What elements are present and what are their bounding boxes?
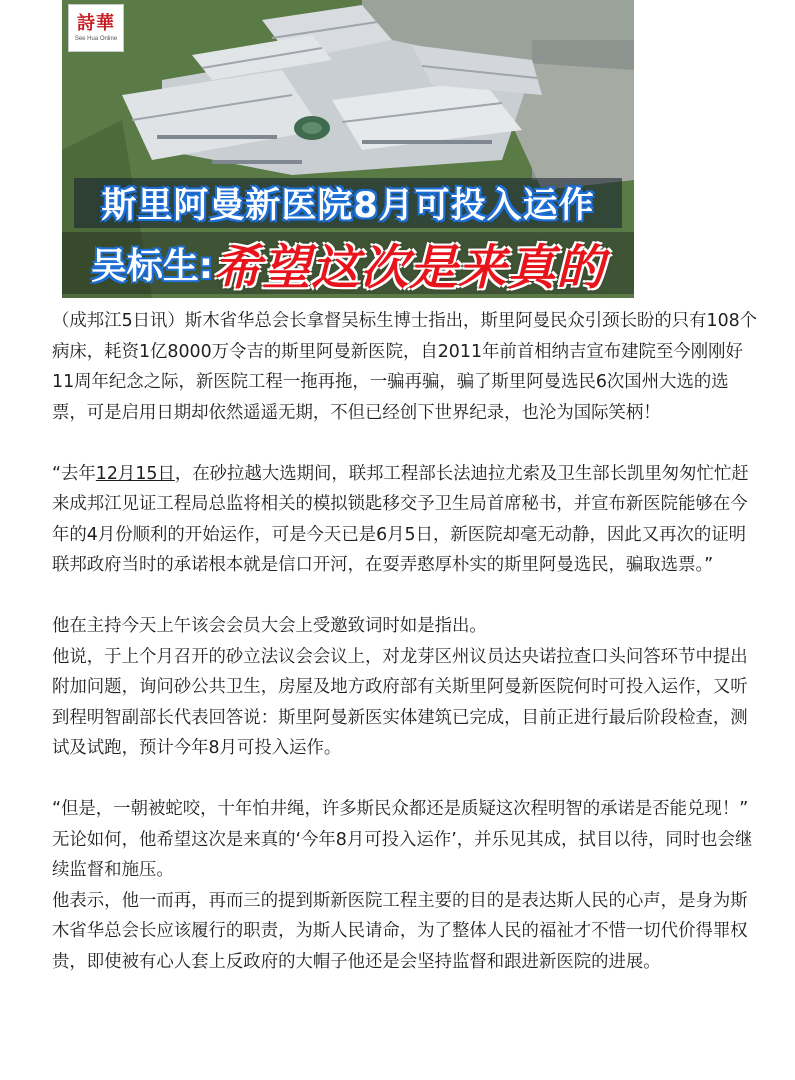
headline-banner — [74, 178, 622, 228]
paragraph-2-body: ，在砂拉越大选期间，联邦工程部长法迪拉尤索及卫生部长凯里匆匆忙忙赶来成邦江见证工程局总监将相关的模拟锁匙移交予卫生局首席秘书，并宣布新医院能够在今年的4月份顺利的开始运作，可是今天已是6月5日，新医院却毫无动静，因此又再次的证明联邦政府当时的承诺根本就是信口开河，在耍弄憨厚朴实的斯里阿曼选民，骗取选票。” — [52, 463, 749, 575]
logo-subtitle: See Hua Online — [74, 36, 118, 42]
headline-quote: 希望这次是来真的 — [213, 239, 606, 296]
paragraph-6: 无论如何，他希望这次是来真的‘今年8月可投入运作’，并乐见其成，拭目以待，同时也会继续监督和施压。 — [52, 829, 753, 880]
paragraph-4: 他说，于上个月召开的砂立法议会会议上，对龙芽区州议员达央诺拉查口头问答环节中提出附加问题，询问砂公共卫生，房屋及地方政府部有关斯里阿曼新医院何时可投入运作，又听到程明智副部长代表回答说：斯里阿曼新医实体建筑已完成，目前正进行最后阶段检查，测试及试跑，预计今年8月可投入运作。 — [52, 646, 748, 758]
article-body — [52, 306, 758, 977]
date-link[interactable]: 12月15日 — [95, 463, 175, 484]
paragraph-7: 他表示，他一而再，再而三的提到斯新医院工程主要的目的是表达斯人民的心声，是身为斯木省华总会长应该履行的职责，为斯人民请命，为了整体人民的福祉才不惜一切代价得罪权贵，即使被有心人套上反政府的大帽子他还是会坚持监督和跟进新医院的进展。 — [52, 890, 748, 972]
headline-quote-banner — [62, 232, 634, 294]
hero-image — [62, 0, 634, 298]
news-logo — [68, 4, 124, 52]
paragraph-5: “但是，一朝被蛇咬，十年怕井绳，许多斯民众都还是质疑这次程明智的承诺是否能兑现！” — [52, 799, 749, 819]
paragraph-2 — [52, 459, 758, 581]
paragraph-3: 他在主持今天上午该会会员大会上受邀致词时如是指出。 — [52, 616, 487, 636]
headline-speaker: 吴标生: — [90, 245, 214, 287]
paragraph-1: （成邦江5日讯）斯木省华总会长拿督吴标生博士指出，斯里阿曼民众引颈长盼的只有108个病床，耗资1亿8000万令吉的斯里阿曼新医院，自2011年前首相纳吉宣布建院至今刚刚好11周年纪念之际，新医院工程一拖再拖，一骗再骗，骗了斯里阿曼选民6次国州大选的选票，可是启用日期却依然遥遥无期，不但已经创下世界纪录，也沦为国际笑柄！ — [52, 311, 758, 423]
paragraph-2-prefix: “去年 — [52, 463, 96, 484]
headline-title: 斯里阿曼新医院8月可投入运作 — [101, 186, 595, 226]
logo-mark: 詩華 — [77, 13, 115, 34]
